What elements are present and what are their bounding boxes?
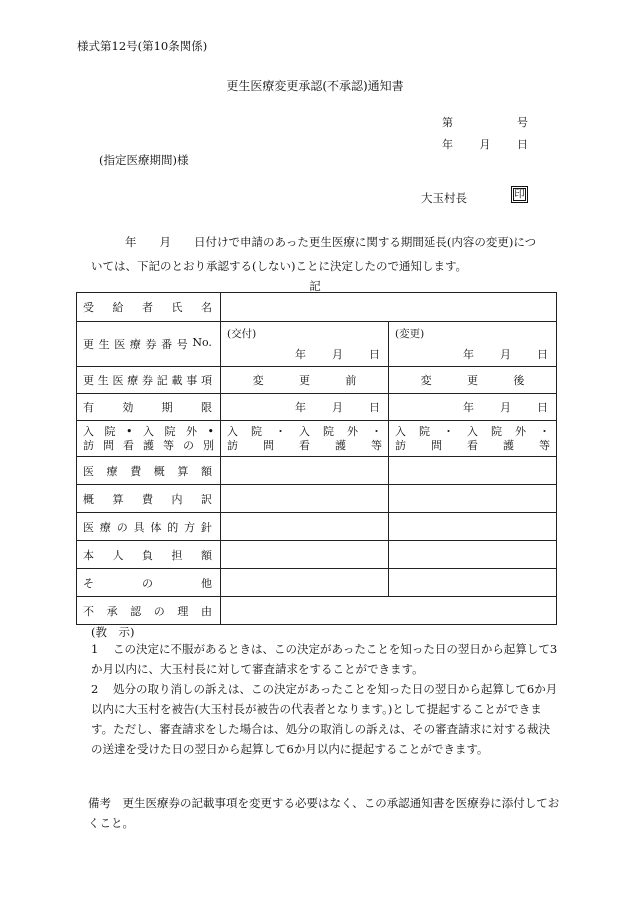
- before-change-header: 変 更 前: [252, 374, 357, 387]
- issue-date-line: [442, 136, 528, 152]
- label-rejection-reason: 不 承 認 の 理 由: [83, 604, 212, 618]
- remark-label: 備考: [88, 796, 111, 810]
- row-validity: [77, 394, 557, 421]
- date-day: 日: [517, 138, 528, 151]
- changed-tag: (変更): [395, 328, 425, 340]
- date-month: 月: [479, 138, 491, 151]
- label-other: そ の 他: [83, 576, 212, 590]
- remark: [88, 793, 563, 833]
- row-other: [77, 569, 557, 597]
- notice-1-number: 1: [91, 642, 99, 656]
- row-ticket-number: [77, 322, 557, 367]
- row-treatment-policy: [77, 513, 557, 541]
- doc-no-prefix: 第: [442, 116, 453, 129]
- row-rejection-reason: [77, 597, 557, 625]
- label-recipient-name: 受 給 者 氏 名: [83, 301, 212, 314]
- label-inpatient-type: 入 院 • 入 院 外 • 訪 問 看 護 等 の 別: [83, 424, 214, 452]
- validity-after-date: 年 月 日: [463, 401, 548, 414]
- label-patient-payment: 本 人 負 担 額: [83, 548, 212, 562]
- issuer: 大玉村長: [421, 191, 467, 205]
- body-line-1: 年 月 日付けで申請のあった更生医療に関する期間延長(内容の変更)につ: [125, 235, 537, 249]
- label-estimated-cost: 医 療 費 概 算 額: [83, 464, 212, 478]
- document-number-line: [442, 114, 528, 130]
- issued-tag: (交付): [227, 328, 257, 340]
- row-estimated-cost: [77, 457, 557, 485]
- inpatient-options-after: 入 院 ・ 入 院 外 ・ 訪 問 看 護 等: [395, 424, 550, 452]
- label-validity: 有 効 期 限: [83, 401, 212, 414]
- form-number: 様式第12号(第10条関係): [77, 39, 208, 53]
- label-ticket-number: 更 生 医 療 券 番 号 No.: [83, 336, 212, 351]
- changed-date: 年 月 日: [463, 348, 548, 361]
- ki-heading: 記: [309, 279, 321, 293]
- notice-heading: (教 示): [91, 625, 135, 639]
- approval-table: [76, 292, 557, 625]
- body-line-2: いては、下記のとおり承認する(しない)ことに決定したので通知します。: [91, 259, 468, 273]
- document-title: 更生医療変更承認(不承認)通知書: [226, 79, 404, 93]
- date-year: 年: [442, 138, 453, 151]
- issued-date: 年 月 日: [295, 348, 380, 361]
- label-ticket-items: 更 生 医 療 券 記 載 事 項: [83, 374, 212, 387]
- row-inpatient-type: [77, 421, 557, 457]
- row-cost-breakdown: [77, 485, 557, 513]
- row-recipient-name: [77, 293, 557, 322]
- notice-item-2: [91, 679, 561, 759]
- inpatient-options-before: 入 院 ・ 入 院 外 ・ 訪 問 看 護 等: [227, 424, 382, 452]
- recipient: (指定医療期間)様: [99, 153, 189, 167]
- notice-2-number: 2: [91, 682, 99, 696]
- notice-1-text: この決定に不服があるときは、この決定があったことを知った日の翌日から起算して3か月以内に、大玉村長に対して審査請求をすることができます。: [91, 642, 558, 676]
- doc-no-suffix: 号: [517, 116, 528, 129]
- row-ticket-items: [77, 367, 557, 394]
- notice-2-text: 処分の取り消しの訴えは、この決定があったことを知った日の翌日から起算して6か月以内に大玉村を被告(大玉村長が被告の代表者となります。)として提起することができます。ただし、審査請求をした場合は、処分の取消しの訴えは、その審査請求に対する裁決の送達を受けた日の翌日から起算して6か月以内に提起することができます。: [91, 682, 558, 756]
- after-change-header: 変 更 後: [420, 374, 525, 387]
- value-rejection-reason: [221, 597, 557, 625]
- remark-text: 更生医療券の記載事項を変更する必要はなく、この承認通知書を医療券に添付しておくこと。: [88, 796, 560, 830]
- label-treatment-policy: 医 療 の 具 体 的 方 針: [83, 520, 212, 534]
- seal-stamp: 印: [511, 186, 528, 203]
- label-cost-breakdown: 概 算 費 内 訳: [83, 492, 212, 506]
- row-patient-payment: [77, 541, 557, 569]
- validity-before-date: 年 月 日: [295, 401, 380, 414]
- value-recipient-name: [221, 293, 557, 322]
- notice-item-1: [91, 639, 561, 679]
